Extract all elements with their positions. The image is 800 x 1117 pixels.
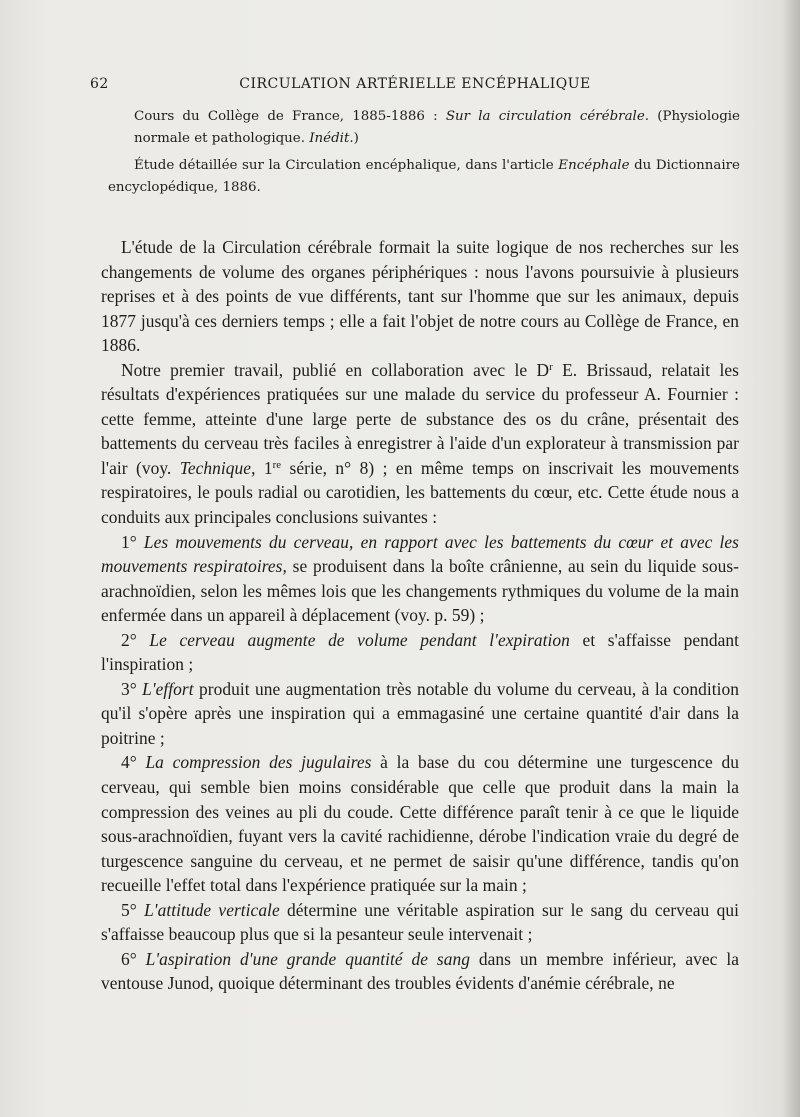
running-head-title: CIRCULATION ARTÉRIELLE ENCÉPHALIQUE bbox=[239, 76, 591, 92]
reference-2: Étude détaillée sur la Circulation encéphalique, dans l'article Encéphale du Dictionnaire encyclopédique, 1886. bbox=[108, 158, 740, 195]
main-text bbox=[101, 235, 739, 996]
page-edge-shadow bbox=[782, 0, 800, 1117]
conclusion-5: 5° L'attitude verticale détermine une véritable aspiration sur le sang du cerveau qui s'affaisse beaucoup plus que si la pesanteur seule intervenait ; bbox=[101, 899, 739, 945]
page-number: 62 bbox=[90, 76, 109, 92]
running-head bbox=[90, 76, 740, 96]
conclusion-6: 6° L'aspiration d'une grande quantité de sang dans un membre inférieur, avec la ventouse Junod, quoique déterminant des troubles évidents d'anémie cérébrale, ne bbox=[101, 948, 739, 994]
conclusion-1: 1° Les mouvements du cerveau, en rapport avec les battements du cœur et avec les mouvements respiratoires, se produisent dans la boîte crânienne, au sein du liquide sous-arachnoïdien, selon les mêmes lois que les changements rythmiques du volume de la main enfermée dans un appareil à déplacement (voy. p. 59) ; bbox=[101, 531, 739, 626]
paragraph-intro: L'étude de la Circulation cérébrale formait la suite logique de nos recherches sur les changements de volume des organes périphériques : nous l'avons poursuivie à plusieurs reprises et à des points de vue différents, tant sur l'homme que sur les animaux, depuis 1877 jusqu'à ces derniers temps ; elle a fait l'objet de notre cours au Collège de France, en 1886. bbox=[101, 237, 739, 356]
reference-1: Cours du Collège de France, 1885-1886 : Sur la circulation cérébrale. (Physiologie normale et pathologique. Inédit.) bbox=[134, 109, 740, 146]
conclusion-4: 4° La compression des jugulaires à la base du cou détermine une turgescence du cerveau, qui semble bien moins considérable que celle que produit dans la main la compression des veines au pli du coude. Cette différence paraît tenir à ce que le liquide sous-arachnoïdien, fuyant vers la cavité rachidienne, dérobe l'indication vraie du degré de turgescence sanguine du cerveau, et ne permet de saisir qu'une différence, tandis qu'on recueille l'effet total dans l'expérience pratiquée sur la main ; bbox=[101, 752, 739, 896]
conclusion-3: 3° L'effort produit une augmentation très notable du volume du cerveau, à la condition qu'il s'opère après une inspiration qui a emmagasiné une certaine quantité d'air dans la poitrine ; bbox=[101, 678, 739, 748]
paragraph-first-work: Notre premier travail, publié en collaboration avec le $D^r$ E. Brissaud, relatait les résultats d'expériences pratiquées sur une malade du service du professeur A. Fournier : cette femme, atteinte d'une large perte de substance des os du crâne, présentait des battements du cerveau très faciles à enregistrer à l'aide d'un explorateur à transmission par l'air (voy. Technique, 1re série, n° 8) ; en même temps on inscrivait les mouvements respiratoires, le pouls radial ou carotidien, les battements du cœur, etc. Cette étude nous a conduits aux principales conclusions suivantes : bbox=[101, 359, 740, 528]
references-block bbox=[108, 106, 740, 198]
conclusion-2: 2° Le cerveau augmente de volume pendant l'expiration et s'affaisse pendant l'inspiration ; bbox=[101, 629, 740, 675]
